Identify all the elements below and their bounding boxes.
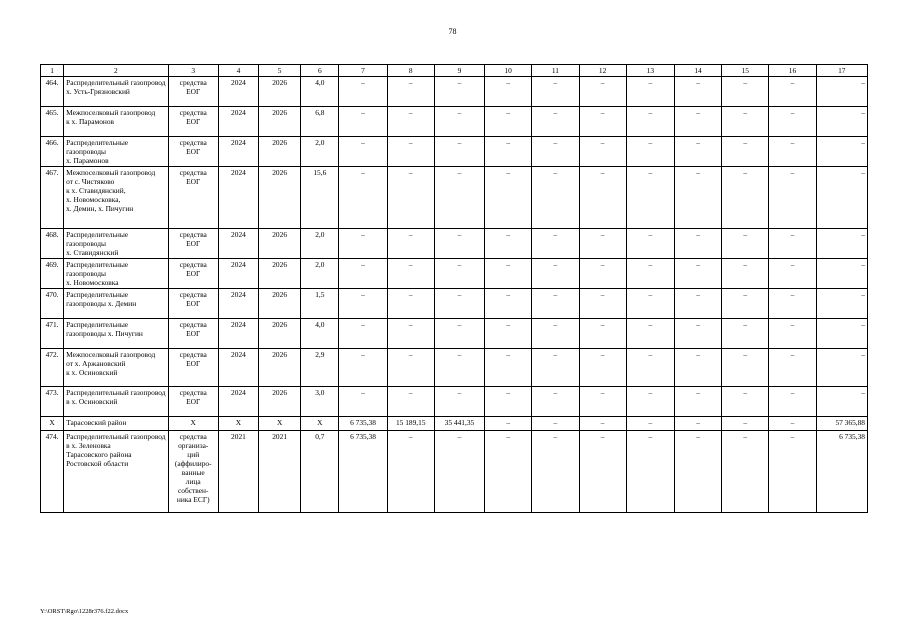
table-cell-col-9: – xyxy=(434,137,484,167)
table-cell-col-9: – xyxy=(434,349,484,387)
data-table xyxy=(40,64,868,513)
table-cell-col-3: средства организа- ций (аффилиро- ванные лица собствен- ника ЕСГ) xyxy=(168,431,218,513)
table-cell-col-6: 4,0 xyxy=(301,77,339,107)
table-cell-col-12: – xyxy=(579,387,626,417)
table-cell-col-13: – xyxy=(626,417,674,431)
table-cell-col-6: 3,0 xyxy=(301,387,339,417)
page-number: 78 xyxy=(448,27,457,36)
table-cell-col-2: Межпоселковый газопровод от с. Чистяково к х. Ставидянский, х. Новомосковка, х. Демин, х. Пичугин xyxy=(64,167,169,229)
table-cell-col-3: средства ЕОГ xyxy=(168,387,218,417)
table-cell-col-15: – xyxy=(722,229,769,259)
table-cell-col-14: – xyxy=(674,259,721,289)
table-cell-col-8: – xyxy=(387,107,434,137)
table-row xyxy=(41,77,868,107)
table-cell-col-2: Распределительный газопровод в х. Осиновский xyxy=(64,387,169,417)
table-cell-col-3: средства ЕОГ xyxy=(168,319,218,349)
table-cell-col-1: 465. xyxy=(41,107,64,137)
header-cell-col-6: 6 xyxy=(301,65,339,77)
table-cell-col-14: – xyxy=(674,107,721,137)
table-cell-col-15: – xyxy=(722,319,769,349)
table-cell-col-3: средства ЕОГ xyxy=(168,349,218,387)
header-cell-col-10: 10 xyxy=(485,65,532,77)
table-cell-col-5: 2026 xyxy=(259,137,301,167)
table-cell-col-11: – xyxy=(532,77,579,107)
table-cell-col-4: X xyxy=(218,417,258,431)
table-cell-col-3: средства ЕОГ xyxy=(168,289,218,319)
table-cell-col-15: – xyxy=(722,431,769,513)
table-cell-col-14: – xyxy=(674,417,721,431)
footer-file-path: Y:\ORST\Rgo\1228r376.f22.docx xyxy=(40,608,129,615)
table-row xyxy=(41,349,868,387)
table-cell-col-4: 2024 xyxy=(218,137,258,167)
table-cell-col-17: – xyxy=(816,107,867,137)
table-cell-col-16: – xyxy=(769,259,816,289)
table-cell-col-17: – xyxy=(816,349,867,387)
table-cell-col-9: – xyxy=(434,431,484,513)
table-cell-col-2: Межпоселковый газопровод к х. Парамонов xyxy=(64,107,169,137)
table-cell-col-11: – xyxy=(532,137,579,167)
table-cell-col-10: – xyxy=(485,259,532,289)
table-cell-col-3: средства ЕОГ xyxy=(168,107,218,137)
table-cell-col-4: 2024 xyxy=(218,77,258,107)
table-cell-col-12: – xyxy=(579,259,626,289)
table-row xyxy=(41,137,868,167)
table-cell-col-9: – xyxy=(434,167,484,229)
table-cell-col-10: – xyxy=(485,77,532,107)
table-cell-col-3: средства ЕОГ xyxy=(168,77,218,107)
table-cell-col-6: 2,0 xyxy=(301,137,339,167)
table-cell-col-16: – xyxy=(769,167,816,229)
table-cell-col-10: – xyxy=(485,167,532,229)
table-cell-col-6: 2,0 xyxy=(301,229,339,259)
table-cell-col-6: 6,8 xyxy=(301,107,339,137)
table-cell-col-15: – xyxy=(722,107,769,137)
table-cell-col-15: – xyxy=(722,77,769,107)
table-cell-col-11: – xyxy=(532,259,579,289)
table-cell-col-16: – xyxy=(769,417,816,431)
table-row xyxy=(41,417,868,431)
table-cell-col-13: – xyxy=(626,319,674,349)
table-cell-col-10: – xyxy=(485,319,532,349)
table-cell-col-5: 2026 xyxy=(259,349,301,387)
header-cell-col-11: 11 xyxy=(532,65,579,77)
table-cell-col-4: 2024 xyxy=(218,107,258,137)
table-cell-col-11: – xyxy=(532,319,579,349)
table-cell-col-5: 2021 xyxy=(259,431,301,513)
table-cell-col-11: – xyxy=(532,417,579,431)
header-cell-col-13: 13 xyxy=(626,65,674,77)
header-cell-col-17: 17 xyxy=(816,65,867,77)
table-cell-col-17: – xyxy=(816,229,867,259)
table-cell-col-3: средства ЕОГ xyxy=(168,167,218,229)
table-cell-col-5: 2026 xyxy=(259,167,301,229)
table-cell-col-13: – xyxy=(626,77,674,107)
table-cell-col-16: – xyxy=(769,387,816,417)
table-cell-col-12: – xyxy=(579,137,626,167)
table-cell-col-5: 2026 xyxy=(259,289,301,319)
header-cell-col-2: 2 xyxy=(64,65,169,77)
table-cell-col-14: – xyxy=(674,77,721,107)
table-cell-col-1: 467. xyxy=(41,167,64,229)
table-cell-col-1: X xyxy=(41,417,64,431)
table-cell-col-16: – xyxy=(769,77,816,107)
table-row xyxy=(41,107,868,137)
table-cell-col-9: – xyxy=(434,107,484,137)
table-cell-col-5: 2026 xyxy=(259,319,301,349)
table-cell-col-5: X xyxy=(259,417,301,431)
table-cell-col-17: – xyxy=(816,387,867,417)
table-cell-col-12: – xyxy=(579,417,626,431)
table-cell-col-13: – xyxy=(626,107,674,137)
table-cell-col-6: 15,6 xyxy=(301,167,339,229)
header-cell-col-7: 7 xyxy=(339,65,387,77)
table-cell-col-4: 2024 xyxy=(218,259,258,289)
table-cell-col-2: Тарасовский район xyxy=(64,417,169,431)
table-cell-col-9: – xyxy=(434,77,484,107)
table-cell-col-9: 35 441,35 xyxy=(434,417,484,431)
table-cell-col-10: – xyxy=(485,107,532,137)
table-cell-col-15: – xyxy=(722,259,769,289)
table-cell-col-8: – xyxy=(387,319,434,349)
table-cell-col-6: 4,0 xyxy=(301,319,339,349)
table-cell-col-6: 1,5 xyxy=(301,289,339,319)
table-cell-col-14: – xyxy=(674,167,721,229)
table-cell-col-8: – xyxy=(387,259,434,289)
table-cell-col-6: 0,7 xyxy=(301,431,339,513)
table-cell-col-14: – xyxy=(674,431,721,513)
table-body xyxy=(41,77,868,513)
table-cell-col-3: средства ЕОГ xyxy=(168,229,218,259)
table-cell-col-1: 473. xyxy=(41,387,64,417)
table-cell-col-13: – xyxy=(626,431,674,513)
table-cell-col-1: 474. xyxy=(41,431,64,513)
table-cell-col-7: – xyxy=(339,387,387,417)
table-cell-col-8: – xyxy=(387,167,434,229)
table-cell-col-4: 2024 xyxy=(218,387,258,417)
table-cell-col-17: – xyxy=(816,319,867,349)
table-cell-col-16: – xyxy=(769,431,816,513)
table-cell-col-13: – xyxy=(626,387,674,417)
table-cell-col-8: – xyxy=(387,431,434,513)
table-cell-col-14: – xyxy=(674,137,721,167)
table-cell-col-6: 2,9 xyxy=(301,349,339,387)
table-cell-col-3: X xyxy=(168,417,218,431)
table-cell-col-14: – xyxy=(674,319,721,349)
table-cell-col-10: – xyxy=(485,387,532,417)
table-cell-col-8: 15 189,15 xyxy=(387,417,434,431)
table-cell-col-2: Распределительные газопроводы х. Ставидянский xyxy=(64,229,169,259)
table-cell-col-16: – xyxy=(769,289,816,319)
table-cell-col-10: – xyxy=(485,417,532,431)
table-cell-col-11: – xyxy=(532,167,579,229)
table-cell-col-8: – xyxy=(387,387,434,417)
table-cell-col-17: – xyxy=(816,167,867,229)
table-cell-col-11: – xyxy=(532,229,579,259)
header-cell-col-1: 1 xyxy=(41,65,64,77)
table-cell-col-8: – xyxy=(387,289,434,319)
table-cell-col-14: – xyxy=(674,349,721,387)
table-cell-col-16: – xyxy=(769,107,816,137)
table-cell-col-13: – xyxy=(626,167,674,229)
header-cell-col-16: 16 xyxy=(769,65,816,77)
table-cell-col-5: 2026 xyxy=(259,387,301,417)
header-cell-col-8: 8 xyxy=(387,65,434,77)
table-cell-col-10: – xyxy=(485,431,532,513)
table-cell-col-2: Межпоселковый газопровод от х. Аржановский к х. Осиновский xyxy=(64,349,169,387)
table-cell-col-11: – xyxy=(532,349,579,387)
table-cell-col-13: – xyxy=(626,137,674,167)
table-cell-col-5: 2026 xyxy=(259,259,301,289)
table-cell-col-9: – xyxy=(434,289,484,319)
table-cell-col-6: 2,0 xyxy=(301,259,339,289)
table-cell-col-8: – xyxy=(387,77,434,107)
table-cell-col-2: Распределительные газопроводы х. Парамонов xyxy=(64,137,169,167)
table-cell-col-13: – xyxy=(626,259,674,289)
header-cell-col-4: 4 xyxy=(218,65,258,77)
table-cell-col-17: – xyxy=(816,77,867,107)
table-cell-col-12: – xyxy=(579,107,626,137)
table-cell-col-7: – xyxy=(339,107,387,137)
table-cell-col-2: Распределительные газопроводы х. Пичугин xyxy=(64,319,169,349)
table-cell-col-7: – xyxy=(339,349,387,387)
table-cell-col-13: – xyxy=(626,229,674,259)
table-cell-col-16: – xyxy=(769,349,816,387)
table-cell-col-7: – xyxy=(339,319,387,349)
table-cell-col-12: – xyxy=(579,289,626,319)
table-cell-col-10: – xyxy=(485,289,532,319)
table-cell-col-7: – xyxy=(339,229,387,259)
table-cell-col-4: 2024 xyxy=(218,229,258,259)
table-cell-col-10: – xyxy=(485,349,532,387)
header-cell-col-9: 9 xyxy=(434,65,484,77)
table-cell-col-9: – xyxy=(434,229,484,259)
header-row xyxy=(41,65,868,77)
header-cell-col-5: 5 xyxy=(259,65,301,77)
table-cell-col-12: – xyxy=(579,319,626,349)
table-cell-col-13: – xyxy=(626,349,674,387)
header-cell-col-15: 15 xyxy=(722,65,769,77)
table-cell-col-15: – xyxy=(722,349,769,387)
table-cell-col-9: – xyxy=(434,319,484,349)
table-row xyxy=(41,167,868,229)
table-cell-col-1: 471. xyxy=(41,319,64,349)
table-cell-col-17: 57 365,88 xyxy=(816,417,867,431)
table-cell-col-1: 464. xyxy=(41,77,64,107)
table-cell-col-4: 2024 xyxy=(218,289,258,319)
table-cell-col-12: – xyxy=(579,229,626,259)
table-cell-col-3: средства ЕОГ xyxy=(168,137,218,167)
table-cell-col-5: 2026 xyxy=(259,229,301,259)
table-row xyxy=(41,289,868,319)
table-cell-col-16: – xyxy=(769,319,816,349)
table-cell-col-17: – xyxy=(816,137,867,167)
table-cell-col-14: – xyxy=(674,289,721,319)
table-cell-col-10: – xyxy=(485,229,532,259)
table-cell-col-1: 470. xyxy=(41,289,64,319)
header-cell-col-14: 14 xyxy=(674,65,721,77)
table-row xyxy=(41,431,868,513)
table-cell-col-1: 469. xyxy=(41,259,64,289)
table-cell-col-1: 468. xyxy=(41,229,64,259)
table-cell-col-15: – xyxy=(722,387,769,417)
table-row xyxy=(41,387,868,417)
table-cell-col-16: – xyxy=(769,137,816,167)
table-cell-col-2: Распределительные газопроводы х. Демин xyxy=(64,289,169,319)
table-cell-col-1: 472. xyxy=(41,349,64,387)
table-row xyxy=(41,229,868,259)
table-cell-col-7: – xyxy=(339,259,387,289)
table-cell-col-7: – xyxy=(339,289,387,319)
table-cell-col-7: 6 735,38 xyxy=(339,431,387,513)
table-cell-col-5: 2026 xyxy=(259,107,301,137)
table-cell-col-2: Распределительный газопровод в х. Зеленовка Тарасовского района Ростовской области xyxy=(64,431,169,513)
table-cell-col-16: – xyxy=(769,229,816,259)
table-cell-col-9: – xyxy=(434,259,484,289)
table-cell-col-7: – xyxy=(339,167,387,229)
table-cell-col-8: – xyxy=(387,349,434,387)
table-cell-col-6: X xyxy=(301,417,339,431)
table-row xyxy=(41,259,868,289)
table-cell-col-4: 2024 xyxy=(218,167,258,229)
table-cell-col-12: – xyxy=(579,167,626,229)
table-cell-col-2: Распределительный газопровод х. Усть-Грязновский xyxy=(64,77,169,107)
table-cell-col-11: – xyxy=(532,289,579,319)
table-cell-col-12: – xyxy=(579,431,626,513)
table-cell-col-15: – xyxy=(722,137,769,167)
table-cell-col-9: – xyxy=(434,387,484,417)
table-cell-col-7: – xyxy=(339,77,387,107)
table-cell-col-17: 6 735,38 xyxy=(816,431,867,513)
table-cell-col-11: – xyxy=(532,387,579,417)
table-cell-col-2: Распределительные газопроводы х. Новомосковка xyxy=(64,259,169,289)
table-cell-col-8: – xyxy=(387,229,434,259)
table-cell-col-7: – xyxy=(339,137,387,167)
table-header xyxy=(41,65,868,77)
table-cell-col-15: – xyxy=(722,167,769,229)
table-cell-col-4: 2024 xyxy=(218,349,258,387)
table-cell-col-14: – xyxy=(674,387,721,417)
table-cell-col-13: – xyxy=(626,289,674,319)
table-cell-col-3: средства ЕОГ xyxy=(168,259,218,289)
table-cell-col-12: – xyxy=(579,349,626,387)
header-cell-col-12: 12 xyxy=(579,65,626,77)
header-cell-col-3: 3 xyxy=(168,65,218,77)
table-cell-col-12: – xyxy=(579,77,626,107)
table-cell-col-4: 2021 xyxy=(218,431,258,513)
table-cell-col-7: 6 735,38 xyxy=(339,417,387,431)
table-cell-col-14: – xyxy=(674,229,721,259)
table-cell-col-5: 2026 xyxy=(259,77,301,107)
table-cell-col-17: – xyxy=(816,289,867,319)
table-row xyxy=(41,319,868,349)
table-cell-col-1: 466. xyxy=(41,137,64,167)
table-cell-col-15: – xyxy=(722,417,769,431)
table-cell-col-11: – xyxy=(532,431,579,513)
table-cell-col-11: – xyxy=(532,107,579,137)
table-cell-col-4: 2024 xyxy=(218,319,258,349)
table-cell-col-15: – xyxy=(722,289,769,319)
table-cell-col-10: – xyxy=(485,137,532,167)
table-cell-col-17: – xyxy=(816,259,867,289)
table-cell-col-8: – xyxy=(387,137,434,167)
